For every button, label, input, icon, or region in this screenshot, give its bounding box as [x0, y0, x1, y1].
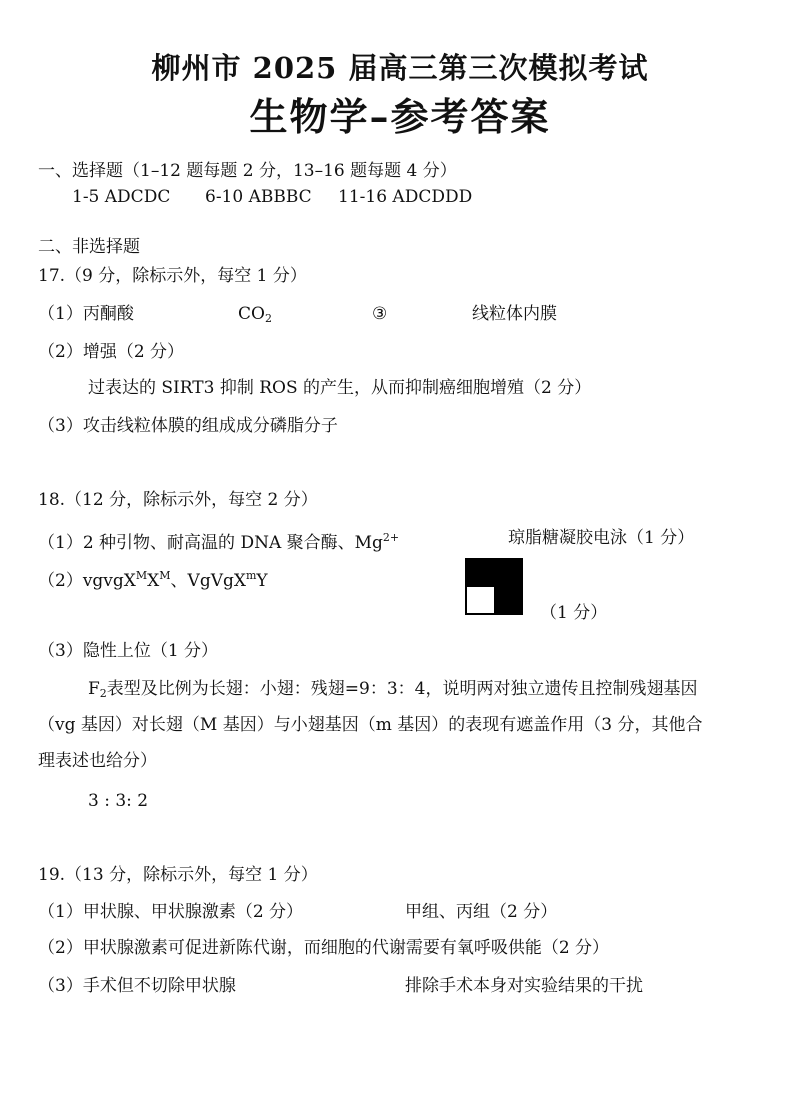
q17-1-answer-b: $CO_2$ — [238, 304, 272, 325]
q17-2-answer: （2）增强（2 分） — [38, 342, 185, 362]
diagram-filled-bottom-right — [494, 587, 521, 613]
answer-group-6-10: 6-10 ABBBC — [205, 187, 312, 207]
q18-1-answer-b: 琼脂糖凝胶电泳（1 分） — [508, 528, 695, 548]
q18-3-explanation-line3: 理表述也给分） — [38, 751, 157, 771]
q17-heading: 17.（9 分，除标示外，每空 1 分） — [38, 266, 307, 286]
q17-2-explanation: 过表达的 SIRT3 抑制 ROS 的产生，从而抑制癌细胞增殖（2 分） — [88, 378, 592, 398]
q19-1-answer-b: 甲组、丙组（2 分） — [405, 902, 558, 922]
q19-3-answer-a: （3）手术但不切除甲状腺 — [38, 976, 236, 996]
q19-1-answer-a: （1）甲状腺、甲状腺激素（2 分） — [38, 902, 304, 922]
q19-heading: 19.（13 分，除标示外，每空 1 分） — [38, 865, 318, 885]
q18-heading: 18.（12 分，除标示外，每空 2 分） — [38, 490, 318, 510]
answer-group-11-16: 11-16 ADCDDD — [338, 187, 473, 207]
q19-2-answer: （2）甲状腺激素可促进新陈代谢，而细胞的代谢需要有氧呼吸供能（2 分） — [38, 938, 610, 958]
part2-heading: 二、非选择题 — [38, 237, 140, 257]
q18-3-answer: （3）隐性上位（1 分） — [38, 641, 219, 661]
document-subtitle: 生物学–参考答案 — [249, 94, 551, 139]
answer-group-1-5: 1-5 ADCDC — [72, 187, 171, 207]
q18-1-answer-a: （1）2 种引物、耐高温的 DNA 聚合酶、$Mg^{2+}$ — [38, 531, 400, 553]
q18-2-score: （1 分） — [540, 603, 608, 623]
diagram-filled-top — [467, 560, 521, 587]
q17-1-answer-c: ③ — [372, 304, 388, 324]
q18-ratio: 3 : 3: 2 — [88, 791, 149, 811]
q17-3-answer: （3）攻击线粒体膜的组成成分磷脂分子 — [38, 416, 338, 436]
q18-2-answer: $(2)vgvgX^MX^M$、VgVgX$^m$Y — [38, 569, 268, 591]
gene-diagram-square — [465, 558, 523, 615]
q19-3-answer-b: 排除手术本身对实验结果的干扰 — [405, 976, 643, 996]
document-title: 柳州市 2025 届高三第三次模拟考试 — [151, 51, 649, 85]
q17-1-answer-a: （1）丙酮酸 — [38, 304, 134, 324]
q18-3-explanation-line2: （vg 基因）对长翅（M 基因）与小翅基因（m 基因）的表现有遮盖作用（3 分，其他合 — [38, 715, 703, 735]
q18-3-explanation-line1: $F_2$表型及比例为长翅：小翅：残翅=9：3：4，说明两对独立遗传且控制残翅基因 — [88, 679, 698, 700]
q17-1-answer-d: 线粒体内膜 — [472, 304, 557, 324]
part1-heading: 一、选择题（1–12 题每题 2 分，13–16 题每题 4 分） — [38, 161, 457, 181]
